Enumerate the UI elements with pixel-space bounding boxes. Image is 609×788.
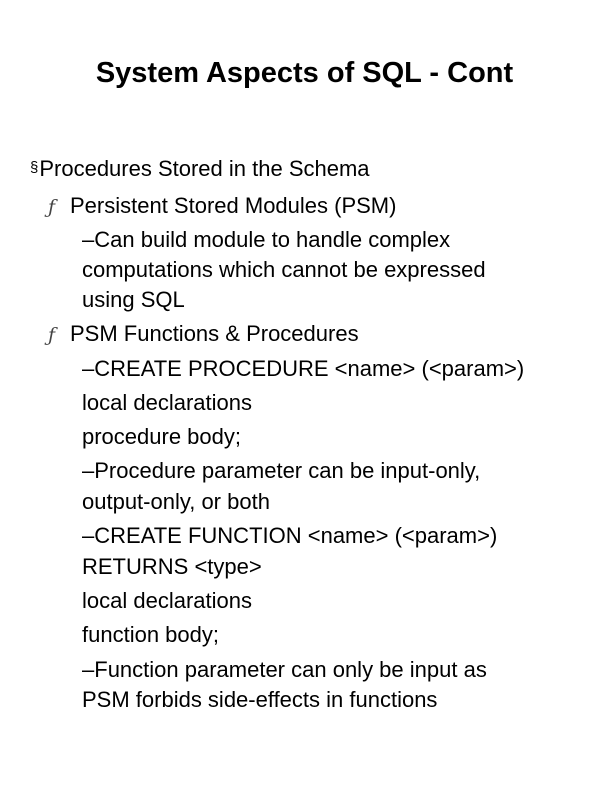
list-item: [82, 389, 252, 417]
list-item: [82, 355, 524, 383]
list-item: [82, 522, 497, 550]
list-item-text: CREATE PROCEDURE <name> (<param>): [94, 356, 525, 381]
list-item: [82, 621, 219, 649]
bullet-procedures-stored-text: Procedures Stored in the Schema: [39, 156, 370, 181]
list-item: [82, 587, 252, 615]
sub-bullet-psm-functions-text: PSM Functions & Procedures: [70, 321, 359, 346]
florin-bullet-icon: ƒ: [48, 324, 56, 346]
list-item-text: output-only, or both: [82, 489, 270, 514]
sub-bullet-psm-functions: [48, 320, 359, 349]
list-item: [82, 256, 486, 284]
list-item-text: local declarations: [82, 588, 252, 613]
list-item-text: Function parameter can only be input as: [94, 657, 487, 682]
list-item: [82, 457, 480, 485]
bullet-procedures-stored: [30, 154, 370, 183]
sub-bullet-psm-text: Persistent Stored Modules (PSM): [70, 193, 397, 218]
list-item: [82, 553, 262, 581]
list-item: [82, 656, 487, 684]
list-item-text: PSM forbids side-effects in functions: [82, 687, 438, 712]
list-item: [82, 488, 270, 516]
florin-bullet-icon: ƒ: [48, 196, 56, 218]
list-item-text: local declarations: [82, 390, 252, 415]
list-item: [82, 423, 241, 451]
list-item-text: CREATE FUNCTION <name> (<param>): [94, 523, 498, 548]
list-item-text: RETURNS <type>: [82, 554, 262, 579]
sub-bullet-psm: [48, 192, 396, 221]
list-item: [82, 286, 185, 314]
dash-bullet-icon: –: [82, 227, 95, 252]
dash-bullet-icon: –: [82, 356, 95, 381]
section-bullet-icon: §: [30, 159, 39, 176]
dash-bullet-icon: –: [82, 657, 95, 682]
list-item-text: Procedure parameter can be input-only,: [94, 458, 481, 483]
dash-bullet-icon: –: [82, 523, 95, 548]
slide-title: System Aspects of SQL - Cont: [95, 57, 514, 89]
list-item: [82, 686, 437, 714]
list-item: [82, 226, 450, 254]
dash-bullet-icon: –: [82, 458, 95, 483]
list-item-text: Can build module to handle complex: [94, 227, 451, 252]
list-item-text: using SQL: [82, 287, 185, 312]
list-item-text: function body;: [82, 622, 219, 647]
list-item-text: computations which cannot be expressed: [82, 257, 486, 282]
list-item-text: procedure body;: [82, 424, 241, 449]
